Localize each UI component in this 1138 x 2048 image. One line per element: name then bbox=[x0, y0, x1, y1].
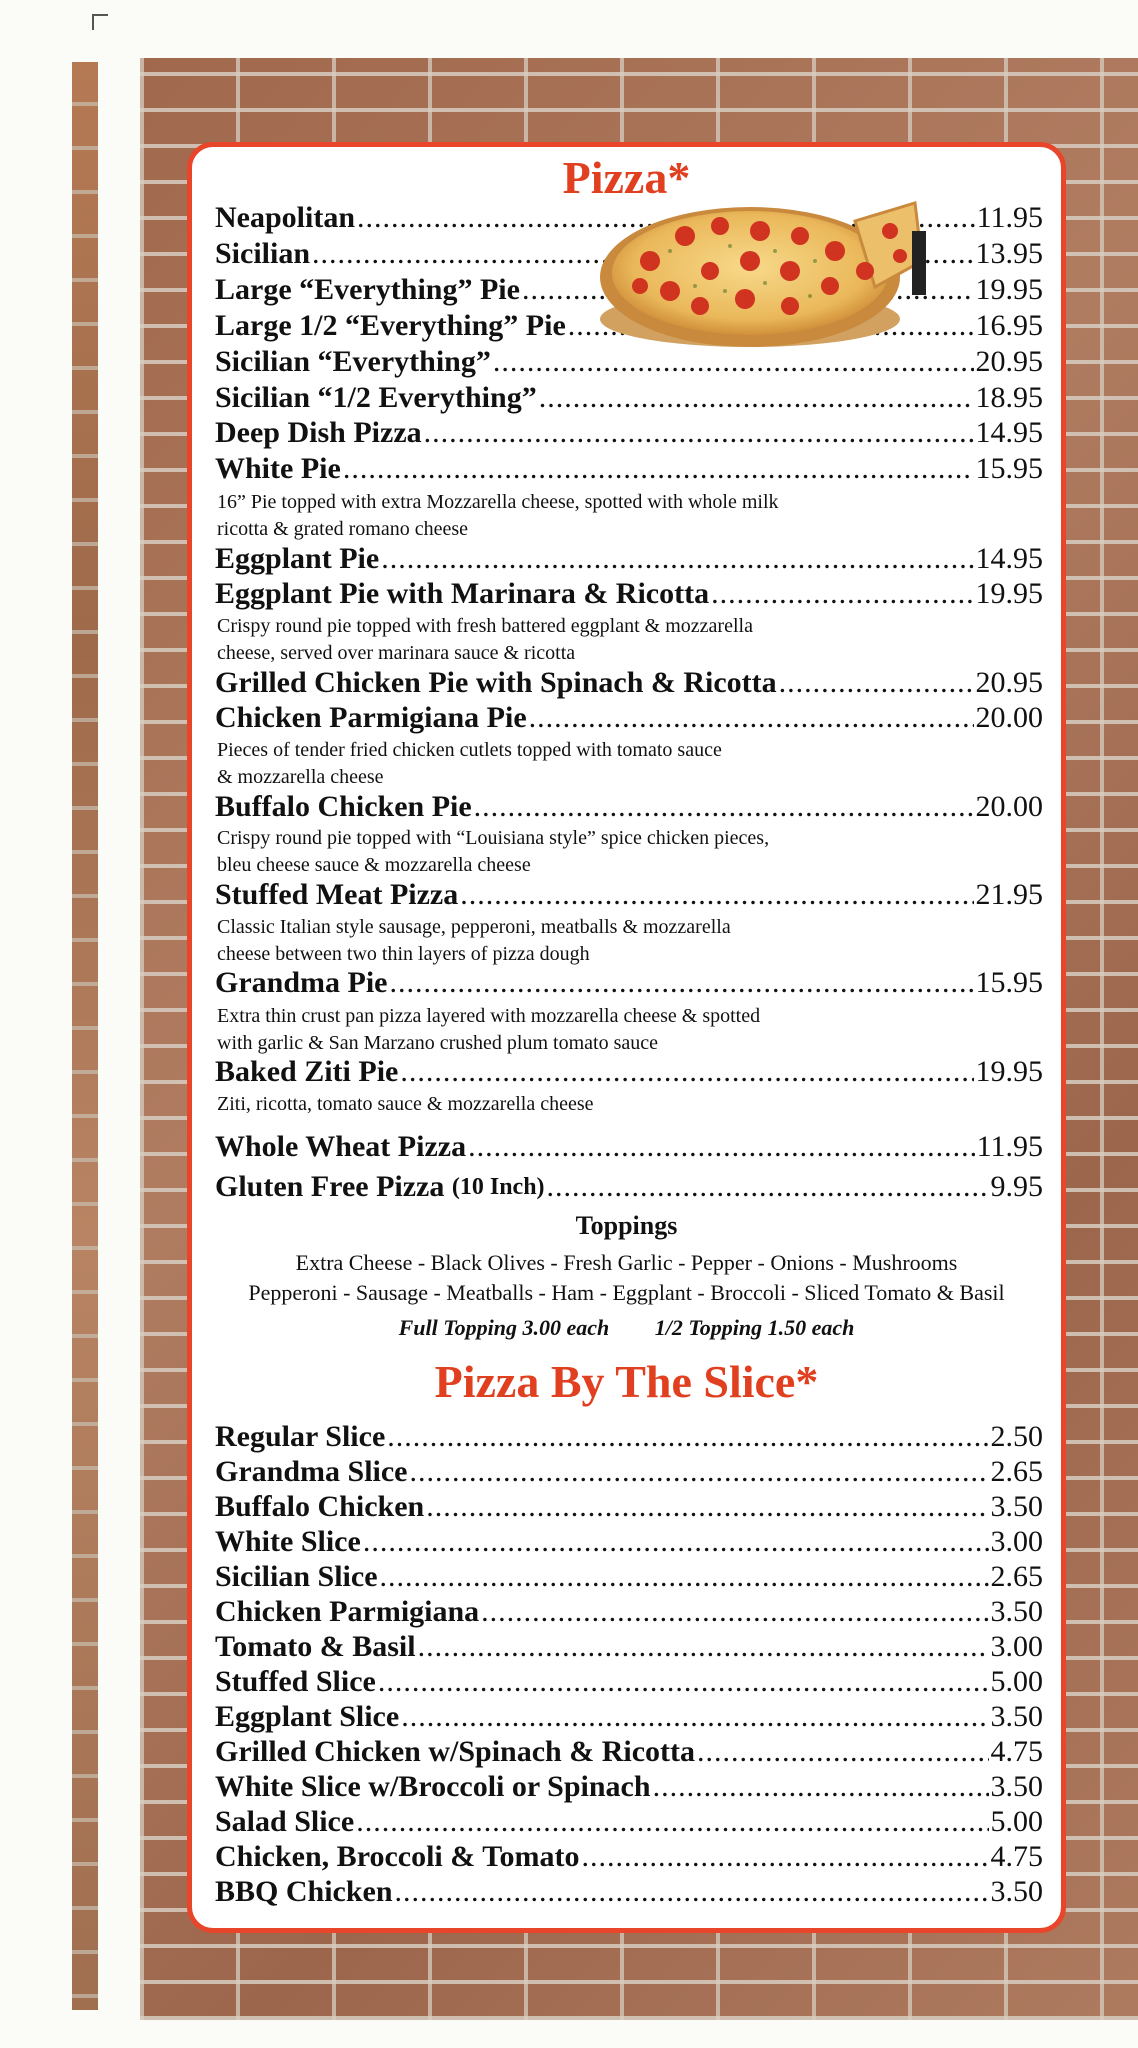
leader-dots bbox=[390, 965, 974, 1001]
leader-dots bbox=[539, 380, 974, 416]
menu-item bbox=[215, 789, 1043, 825]
item-price: 3.50 bbox=[990, 1770, 1043, 1803]
menu-item bbox=[215, 1804, 1043, 1840]
leader-dots bbox=[363, 1524, 989, 1560]
item-price: 11.95 bbox=[976, 1130, 1043, 1163]
item-name: Whole Wheat Pizza bbox=[215, 1130, 467, 1163]
pizza-photo bbox=[600, 191, 930, 351]
pizza-section-title: Pizza* bbox=[562, 152, 691, 203]
menu-card bbox=[187, 142, 1066, 1933]
menu-item bbox=[215, 1129, 1043, 1165]
leader-dots bbox=[468, 1129, 975, 1165]
item-name: Large “Everything” Pie bbox=[215, 273, 520, 306]
leader-dots bbox=[343, 451, 974, 487]
menu-item bbox=[215, 965, 1043, 1001]
item-price: 13.95 bbox=[975, 237, 1043, 270]
item-name: Eggplant Slice bbox=[215, 1700, 400, 1733]
item-price: 19.95 bbox=[975, 577, 1043, 610]
leader-dots bbox=[356, 1804, 988, 1840]
leader-dots bbox=[400, 1054, 973, 1090]
menu-item bbox=[215, 1664, 1043, 1700]
item-name: Chicken Parmigiana Pie bbox=[215, 701, 527, 734]
leader-dots bbox=[395, 1874, 989, 1910]
item-name: White Pie bbox=[215, 452, 341, 485]
item-name: Sicilian Slice bbox=[215, 1560, 378, 1593]
item-name: Deep Dish Pizza bbox=[215, 416, 422, 449]
leader-dots bbox=[387, 1419, 988, 1455]
item-price: 18.95 bbox=[975, 381, 1043, 414]
item-price: 3.50 bbox=[990, 1700, 1043, 1733]
leader-dots bbox=[381, 541, 973, 577]
item-price: 4.75 bbox=[990, 1840, 1043, 1873]
item-name: Grandma Pie bbox=[215, 966, 388, 999]
menu-item bbox=[215, 1419, 1043, 1455]
leader-dots bbox=[581, 1839, 988, 1875]
menu-item bbox=[215, 877, 1043, 913]
scan-corner-mark bbox=[92, 14, 108, 30]
item-name: Stuffed Slice bbox=[215, 1665, 376, 1698]
item-name: Grilled Chicken w/Spinach & Ricotta bbox=[215, 1735, 696, 1768]
toppings-list-line-2: Pepperoni - Sausage - Meatballs - Ham - Eggplant - Broccoli - Sliced Tomato & Basil bbox=[248, 1280, 1005, 1305]
leader-dots bbox=[779, 665, 974, 701]
item-price: 21.95 bbox=[975, 878, 1043, 911]
item-price: 20.00 bbox=[975, 701, 1043, 734]
item-description: Pieces of tender fried chicken cutlets topped with tomato sauce & mozzarella cheese bbox=[217, 739, 722, 788]
menu-item bbox=[215, 1054, 1043, 1090]
item-price: 3.50 bbox=[990, 1595, 1043, 1628]
menu-item bbox=[215, 415, 1043, 451]
item-price: 2.65 bbox=[990, 1560, 1043, 1593]
menu-item bbox=[215, 1839, 1043, 1875]
leader-dots bbox=[410, 1454, 989, 1490]
leader-dots bbox=[711, 576, 973, 612]
toppings-list-line-1: Extra Cheese - Black Olives - Fresh Garlic - Pepper - Onions - Mushrooms bbox=[295, 1250, 958, 1275]
leader-dots bbox=[418, 1629, 989, 1665]
menu-item bbox=[215, 1524, 1043, 1560]
item-description: 16” Pie topped with extra Mozzarella cheese, spotted with whole milk ricotta & grated romano cheese bbox=[217, 491, 779, 540]
menu-item bbox=[215, 541, 1043, 577]
item-price: 19.95 bbox=[975, 1055, 1043, 1088]
toppings-title: Toppings bbox=[575, 1211, 678, 1240]
full-topping-price: Full Topping 3.00 each bbox=[398, 1315, 610, 1340]
topping-prices bbox=[192, 1315, 1061, 1341]
menu-item bbox=[215, 380, 1043, 416]
leader-dots bbox=[529, 700, 974, 736]
menu-item bbox=[215, 576, 1043, 612]
item-price: 14.95 bbox=[975, 542, 1043, 575]
item-price: 9.95 bbox=[990, 1170, 1043, 1203]
item-name: Baked Ziti Pie bbox=[215, 1055, 399, 1088]
menu-item bbox=[215, 665, 1043, 701]
item-name: Chicken Parmigiana bbox=[215, 1595, 480, 1628]
leader-dots bbox=[460, 877, 973, 913]
item-price: 16.95 bbox=[975, 309, 1043, 342]
item-description: Classic Italian style sausage, pepperoni, meatballs & mozzarella cheese between two thin layers of pizza dough bbox=[217, 916, 731, 965]
item-name: Stuffed Meat Pizza bbox=[215, 878, 459, 911]
menu-item bbox=[215, 1594, 1043, 1630]
item-price: 3.00 bbox=[990, 1630, 1043, 1663]
item-name: BBQ Chicken bbox=[215, 1875, 393, 1908]
item-name: Chicken, Broccoli & Tomato bbox=[215, 1840, 580, 1873]
menu-item bbox=[215, 451, 1043, 487]
item-price: 15.95 bbox=[975, 452, 1043, 485]
item-price: 3.50 bbox=[990, 1490, 1043, 1523]
leader-dots bbox=[474, 789, 974, 825]
item-size-note: (10 Inch) bbox=[451, 1174, 545, 1200]
item-description: Crispy round pie topped with fresh battered eggplant & mozzarella cheese, served over marinara sauce & ricotta bbox=[217, 615, 753, 664]
item-name: Eggplant Pie with Marinara & Ricotta bbox=[215, 577, 710, 610]
item-price: 20.95 bbox=[975, 666, 1043, 699]
leader-dots bbox=[697, 1734, 988, 1770]
item-price: 5.00 bbox=[990, 1805, 1043, 1838]
item-price: 15.95 bbox=[975, 966, 1043, 999]
item-price: 11.95 bbox=[976, 201, 1043, 234]
leader-dots bbox=[380, 1559, 989, 1595]
item-name: Sicilian “1/2 Everything” bbox=[215, 381, 537, 414]
half-topping-price: 1/2 Topping 1.50 each bbox=[654, 1315, 855, 1340]
item-price: 2.50 bbox=[990, 1420, 1043, 1453]
leader-dots bbox=[401, 1699, 988, 1735]
item-price: 14.95 bbox=[975, 416, 1043, 449]
item-description: Extra thin crust pan pizza layered with mozzarella cheese & spotted with garlic & San Marzano crushed plum tomato sauce bbox=[217, 1005, 761, 1054]
menu-item bbox=[215, 1454, 1043, 1490]
item-name: Grilled Chicken Pie with Spinach & Ricotta bbox=[215, 666, 777, 699]
item-price: 5.00 bbox=[990, 1665, 1043, 1698]
item-name: White Slice bbox=[215, 1525, 361, 1558]
menu-item bbox=[215, 1699, 1043, 1735]
slice-section-title: Pizza By The Slice* bbox=[434, 1356, 819, 1407]
menu-item bbox=[215, 1874, 1043, 1910]
item-price: 3.50 bbox=[990, 1875, 1043, 1908]
item-name: Buffalo Chicken Pie bbox=[215, 790, 472, 823]
leader-dots bbox=[424, 415, 974, 451]
leader-dots bbox=[426, 1489, 988, 1525]
menu-item bbox=[215, 700, 1043, 736]
item-name: Sicilian “Everything” bbox=[215, 345, 491, 378]
item-price: 19.95 bbox=[975, 273, 1043, 306]
menu-item bbox=[215, 1769, 1043, 1805]
item-name: Grandma Slice bbox=[215, 1455, 408, 1488]
item-name: Sicilian bbox=[215, 237, 311, 270]
brick-strip-left bbox=[72, 62, 98, 2010]
item-description: Crispy round pie topped with “Louisiana style” spice chicken pieces, bleu cheese sauce & mozzarella cheese bbox=[217, 827, 770, 876]
leader-dots bbox=[547, 1169, 989, 1205]
item-name: Large 1/2 “Everything” Pie bbox=[215, 309, 566, 342]
menu-item bbox=[215, 1559, 1043, 1595]
menu-item bbox=[215, 1489, 1043, 1525]
item-price: 20.00 bbox=[975, 790, 1043, 823]
item-price: 20.95 bbox=[975, 345, 1043, 378]
leader-dots bbox=[653, 1769, 989, 1805]
item-name: Tomato & Basil bbox=[215, 1630, 416, 1663]
menu-item bbox=[215, 1734, 1043, 1770]
item-price: 4.75 bbox=[990, 1735, 1043, 1768]
item-name: Buffalo Chicken bbox=[215, 1490, 425, 1523]
menu-item bbox=[215, 1629, 1043, 1665]
item-name: Salad Slice bbox=[215, 1805, 355, 1838]
item-name: Regular Slice bbox=[215, 1420, 386, 1453]
item-name: Gluten Free Pizza bbox=[215, 1170, 445, 1203]
leader-dots bbox=[481, 1594, 988, 1630]
item-price: 3.00 bbox=[990, 1525, 1043, 1558]
item-name: Neapolitan bbox=[215, 201, 356, 234]
item-name: Eggplant Pie bbox=[215, 542, 380, 575]
menu-item bbox=[215, 1169, 1043, 1205]
leader-dots bbox=[378, 1664, 989, 1700]
item-name: White Slice w/Broccoli or Spinach bbox=[215, 1770, 651, 1803]
item-description: Ziti, ricotta, tomato sauce & mozzarella cheese bbox=[217, 1093, 594, 1115]
item-price: 2.65 bbox=[990, 1455, 1043, 1488]
